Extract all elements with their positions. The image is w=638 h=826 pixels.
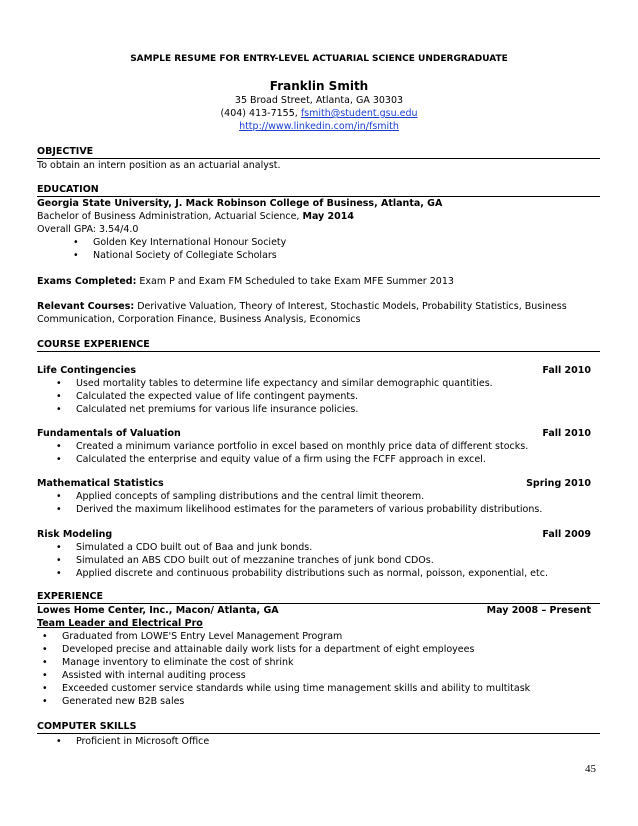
page-number: 45 [585, 763, 596, 775]
course-term: Fall 2009 [542, 529, 591, 540]
experience-bullet: • Graduated from LOWE'S Entry Level Management Program [42, 631, 343, 642]
honor-item: • National Society of Collegiate Scholars [73, 250, 277, 261]
bullet-icon: • [56, 404, 62, 415]
course-bullet: • Used mortality tables to determine life expectancy and similar demographic quantities. [56, 378, 493, 389]
experience-bullet: • Exceeded customer service standards while using time management skills and ability to multitask [42, 683, 531, 694]
bullet-icon: • [56, 441, 62, 452]
objective-heading: OBJECTIVE [37, 146, 94, 157]
bullet-icon: • [42, 644, 48, 655]
objective-text: To obtain an intern position as an actuarial analyst. [37, 160, 281, 171]
education-heading: EDUCATION [37, 184, 99, 195]
skills-divider [37, 733, 600, 734]
phone: (404) 413-7155, [220, 108, 298, 119]
linkedin-link[interactable]: http://www.linkedin.com/in/fsmith [239, 121, 399, 132]
bullet-icon: • [42, 670, 48, 681]
bullet-icon: • [56, 736, 62, 747]
experience-divider [37, 603, 600, 604]
gpa: Overall GPA: 3.54/4.0 [37, 224, 139, 235]
bullet-icon: • [42, 631, 48, 642]
course-bullet: • Calculated the expected value of life contingent payments. [56, 391, 359, 402]
course-experience-divider [37, 351, 600, 352]
bullet-icon: • [56, 504, 62, 515]
courses-text: Derivative Valuation, Theory of Interest, Stochastic Models, Probability Statistics, Business [137, 301, 567, 312]
exams-text: Exam P and Exam FM Scheduled to take Exam MFE Summer 2013 [139, 276, 454, 287]
objective-divider [37, 158, 600, 159]
job-title: Team Leader and Electrical Pro [37, 618, 203, 629]
candidate-name: Franklin Smith [269, 79, 369, 93]
linkedin-row [0, 121, 638, 133]
course-bullet: • Simulated an ABS CDO built out of mezzanine tranches of junk bond CDOs. [56, 555, 434, 566]
courses-line-2: Communication, Corporation Finance, Business Analysis, Economics [37, 314, 361, 325]
course-name: Mathematical Statistics [37, 478, 164, 489]
experience-bullet: • Developed precise and attainable daily work lists for a department of eight employees [42, 644, 475, 655]
bullet-icon: • [73, 237, 79, 248]
experience-bullet: • Manage inventory to eliminate the cost of shrink [42, 657, 294, 668]
course-term: Fall 2010 [542, 365, 591, 376]
education-divider [37, 196, 600, 197]
bullet-icon: • [73, 250, 79, 261]
course-name: Life Contingencies [37, 365, 137, 376]
bullet-icon: • [42, 696, 48, 707]
bullet-icon: • [42, 683, 48, 694]
course-term: Fall 2010 [542, 428, 591, 439]
course-bullet: • Calculated net premiums for various life insurance policies. [56, 404, 359, 415]
course-bullet: • Applied discrete and continuous probability distributions such as normal, poisson, exponential, etc. [56, 568, 548, 579]
document-title: SAMPLE RESUME FOR ENTRY-LEVEL ACTUARIAL SCIENCE UNDERGRADUATE [130, 54, 508, 64]
degree: Bachelor of Business Administration, Actuarial Science, [37, 211, 300, 222]
graduation-date: May 2014 [302, 211, 354, 222]
skills-bullet: • Proficient in Microsoft Office [56, 736, 210, 747]
bullet-icon: • [56, 454, 62, 465]
skills-heading: COMPUTER SKILLS [37, 721, 137, 732]
experience-bullet: • Assisted with internal auditing process [42, 670, 246, 681]
bullet-icon: • [56, 542, 62, 553]
course-bullet: • Calculated the enterprise and equity value of a firm using the FCFF approach in excel. [56, 454, 486, 465]
bullet-icon: • [56, 391, 62, 402]
experience-bullet: • Generated new B2B sales [42, 696, 185, 707]
bullet-icon: • [56, 491, 62, 502]
course-term: Spring 2010 [526, 478, 591, 489]
address: 35 Broad Street, Atlanta, GA 30303 [234, 95, 404, 106]
course-name: Risk Modeling [37, 529, 113, 540]
course-name: Fundamentals of Valuation [37, 428, 181, 439]
exams-label: Exams Completed: [37, 276, 137, 287]
bullet-icon: • [42, 657, 48, 668]
contact-line [0, 108, 638, 120]
course-bullet: • Created a minimum variance portfolio in excel based on monthly price data of different stocks. [56, 441, 529, 452]
employment-dates: May 2008 – Present [486, 605, 591, 616]
degree-line [37, 211, 354, 223]
courses-label: Relevant Courses: [37, 301, 135, 312]
email-link[interactable]: fsmith@student.gsu.edu [300, 108, 418, 119]
bullet-icon: • [56, 555, 62, 566]
honor-item: • Golden Key International Honour Society [73, 237, 287, 248]
course-experience-heading: COURSE EXPERIENCE [37, 339, 150, 350]
experience-heading: EXPERIENCE [37, 591, 104, 602]
course-bullet: • Simulated a CDO built out of Baa and junk bonds. [56, 542, 313, 553]
exams-line [37, 276, 454, 288]
bullet-icon: • [56, 568, 62, 579]
school-name: Georgia State University, J. Mack Robinson College of Business, Atlanta, GA [37, 198, 443, 209]
courses-line [37, 301, 567, 313]
course-bullet: • Derived the maximum likelihood estimates for the parameters of various probability distributions. [56, 504, 543, 515]
course-bullet: • Applied concepts of sampling distributions and the central limit theorem. [56, 491, 425, 502]
employer: Lowes Home Center, Inc., Macon/ Atlanta, GA [37, 605, 279, 616]
bullet-icon: • [56, 378, 62, 389]
